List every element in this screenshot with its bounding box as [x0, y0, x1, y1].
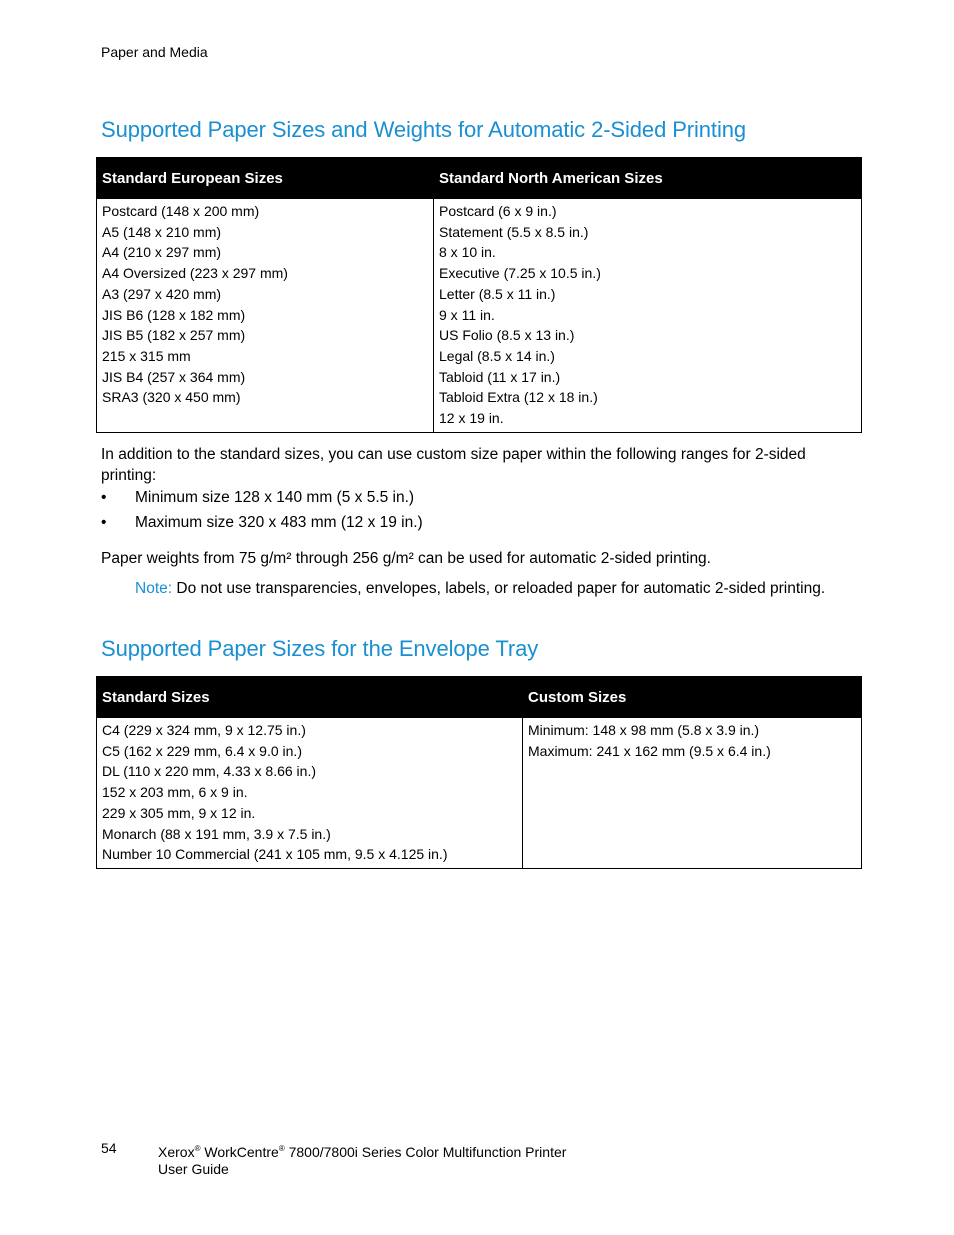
standard-envelope-item: Number 10 Commercial (241 x 105 mm, 9.5 x 4.125 in.) — [102, 846, 448, 863]
european-size-item: SRA3 (320 x 450 mm) — [102, 389, 241, 406]
european-size-item: A4 (210 x 297 mm) — [102, 244, 222, 261]
paper-weights-text: Paper weights from 75 g/m² through 256 g/m² can be used for automatic 2-sided printing. — [101, 550, 711, 567]
standard-envelope-item: 229 x 305 mm, 9 x 12 in. — [102, 804, 256, 821]
standard-envelope-item: Monarch (88 x 191 mm, 3.9 x 7.5 in.) — [102, 825, 331, 842]
custom-size-intro: In addition to the standard sizes, you can use custom size paper within the following ranges for 2-sided printing: — [101, 446, 806, 484]
custom-sizes-cell — [523, 718, 862, 869]
custom-envelope-list — [528, 720, 856, 761]
north-american-sizes-cell — [434, 199, 862, 433]
north-american-size-item: 12 x 19 in. — [439, 410, 504, 427]
european-size-item: JIS B5 (182 x 257 mm) — [102, 327, 246, 344]
registered-mark: ® — [194, 1144, 201, 1153]
doc-type: User Guide — [158, 1161, 229, 1177]
european-size-item: A3 (297 x 420 mm) — [102, 285, 222, 302]
european-sizes-list — [102, 201, 428, 408]
standard-sizes-cell — [97, 718, 523, 869]
custom-envelope-item: Maximum: 241 x 162 mm (9.5 x 6.4 in.) — [528, 742, 771, 759]
standard-envelope-item: 152 x 203 mm, 6 x 9 in. — [102, 784, 248, 801]
section-title-duplex: Supported Paper Sizes and Weights for Automatic 2-Sided Printing — [101, 117, 747, 142]
north-american-size-item: Letter (8.5 x 11 in.) — [439, 285, 556, 302]
custom-envelope-item: Minimum: 148 x 98 mm (5.8 x 3.9 in.) — [528, 722, 760, 738]
standard-envelope-item: DL (110 x 220 mm, 4.33 x 8.66 in.) — [102, 763, 316, 780]
table-header-row — [97, 677, 862, 718]
column-header-european: Standard European Sizes — [97, 158, 434, 199]
product-name: WorkCentre — [200, 1144, 279, 1160]
north-american-size-item: 9 x 11 in. — [439, 306, 495, 323]
table-header-row — [97, 158, 862, 199]
european-size-item: 215 x 315 mm — [102, 347, 191, 364]
section-title-envelope: Supported Paper Sizes for the Envelope Tray — [101, 636, 539, 661]
note — [135, 578, 825, 599]
european-size-item: Postcard (148 x 200 mm) — [102, 203, 260, 219]
envelope-sizes-table — [96, 676, 862, 869]
european-size-item: JIS B4 (257 x 364 mm) — [102, 368, 246, 385]
north-american-size-item: Tabloid (11 x 17 in.) — [439, 368, 561, 385]
north-american-size-item: US Folio (8.5 x 13 in.) — [439, 327, 575, 344]
north-american-size-item: Tabloid Extra (12 x 18 in.) — [439, 389, 598, 406]
north-american-size-item: Executive (7.25 x 10.5 in.) — [439, 265, 601, 282]
standard-envelope-item: C4 (229 x 324 mm, 9 x 12.75 in.) — [102, 722, 306, 738]
model-name: 7800/7800i Series Color Multifunction Printer — [284, 1144, 567, 1160]
column-header-standard: Standard Sizes — [97, 677, 523, 718]
north-american-sizes-list — [439, 201, 856, 429]
european-size-item: A5 (148 x 210 mm) — [102, 223, 222, 240]
product-line — [158, 1140, 566, 1161]
custom-size-range-item: • Maximum size 320 x 483 mm (12 x 19 in.) — [101, 512, 423, 537]
north-american-size-item: Legal (8.5 x 14 in.) — [439, 347, 555, 364]
column-header-custom: Custom Sizes — [523, 677, 862, 718]
custom-size-range-item: • Minimum size 128 x 140 mm (5 x 5.5 in.) — [101, 487, 423, 512]
north-american-size-item: Statement (5.5 x 8.5 in.) — [439, 223, 589, 240]
note-text: Do not use transparencies, envelopes, labels, or reloaded paper for automatic 2-sided printing. — [172, 580, 826, 597]
running-head: Paper and Media — [101, 44, 208, 60]
table-row — [97, 199, 862, 433]
european-size-item: A4 Oversized (223 x 297 mm) — [102, 265, 288, 282]
standard-envelope-list — [102, 720, 517, 865]
standard-envelope-item: C5 (162 x 229 mm, 6.4 x 9.0 in.) — [102, 742, 302, 759]
duplex-sizes-table — [96, 157, 862, 433]
footer-title — [158, 1140, 566, 1178]
table-row — [97, 718, 862, 869]
north-american-size-item: Postcard (6 x 9 in.) — [439, 203, 557, 219]
column-header-north-american: Standard North American Sizes — [434, 158, 862, 199]
european-sizes-cell — [97, 199, 434, 433]
european-size-item: JIS B6 (128 x 182 mm) — [102, 306, 246, 323]
custom-size-ranges-list — [101, 487, 423, 537]
brand-name: Xerox — [158, 1144, 195, 1160]
page-number: 54 — [101, 1140, 117, 1156]
north-american-size-item: 8 x 10 in. — [439, 244, 496, 261]
note-label: Note: — [135, 580, 173, 597]
registered-mark: ® — [278, 1144, 285, 1153]
